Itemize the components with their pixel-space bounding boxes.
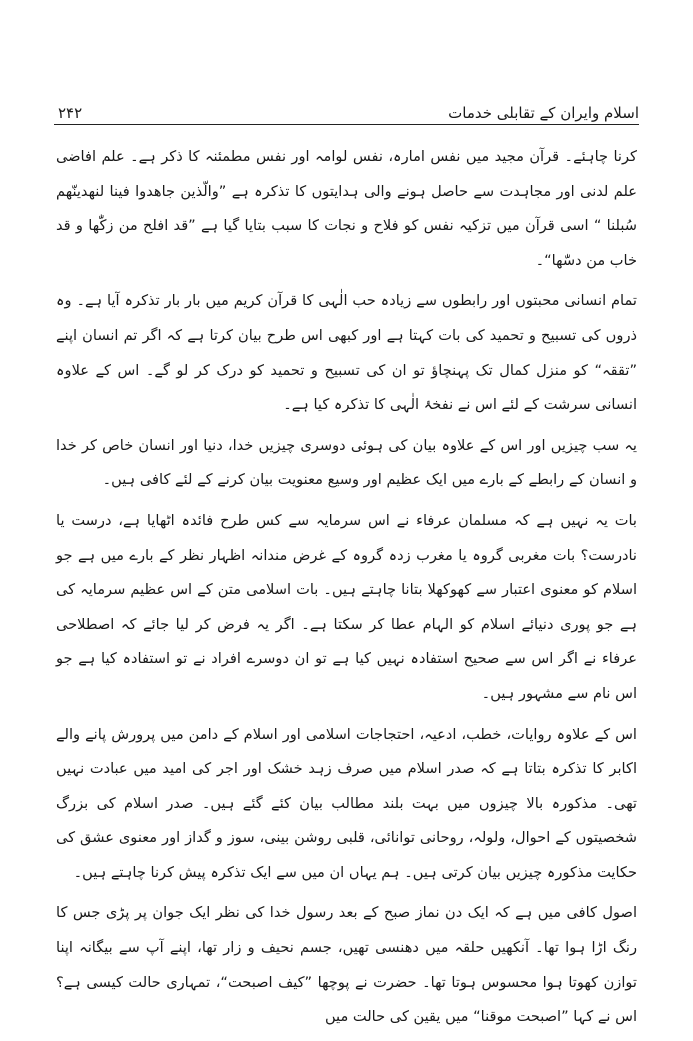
- paragraph: تمام انسانی محبتوں اور رابطوں سے زیادہ حب الٰہی کا قرآن کریم میں بار بار تذکرہ آیا ہے۔ وہ ذروں کی تسبیح و تحمید کی بات کہتا ہے اور کبھی اس طرح بیان کرتا ہے کہ اگر تم انسان اپنے ”تققہ“ کو منزل کمال تک پہنچاؤ تو ان کی تسبیح و تحمید کو درک کر لو گے۔ اس کے علاوہ انسانی سرشت کے لئے اس نے نفخۂ الٰہی کا تذکرہ کیا ہے۔: [56, 292, 637, 414]
- page-header: [54, 88, 639, 122]
- running-title: اسلام وایران کے تقابلی خدمات: [448, 104, 639, 122]
- paragraph: اس کے علاوہ روایات، خطب، ادعیہ، احتجاجات اسلامی اور اسلام کے دامن میں پرورش پانے والے اکابر کا تذکرہ بتاتا ہے کہ صدر اسلام میں صرف زہد خشک اور اجر کی امید میں عبادت نہیں تھی۔ مذکورہ بالا چیزوں میں بہت بلند مطالب بیان کئے گئے ہیں۔ صدر اسلام کی بزرگ شخصیتوں کے احوال، ولولہ، روحانی توانائی، قلبی روشن بینی، سوز و گداز اور معنوی عشق کی حکایت مذکورہ چیزیں بیان کرتی ہیں۔ ہم یہاں ان میں سے ایک تذکرہ پیش کرنا چاہتے ہیں۔: [56, 725, 637, 881]
- paragraph: بات یہ نہیں ہے کہ مسلمان عرفاء نے اس سرمایہ سے کس طرح فائدہ اٹھایا ہے، درست یا نادرست؟ بات مغربی گروہ یا مغرب زدہ گروہ کے غرض مندانہ اظہار نظر کے بارے میں ہے جو اسلام کو معنوی اعتبار سے کھوکھلا بتانا چاہتے ہیں۔ بات اسلامی متن کے اس عظیم سرمایہ کی ہے جو پوری دنیائے اسلام کو الہام عطا کر سکتا ہے۔ اگر یہ فرض کر لیا جائے کہ اصطلاحی عرفاء نے اگر اس سے صحیح استفادہ نہیں کیا ہے تو ان دوسرے افراد نے تو استفادہ کیا ہے جو اس نام سے مشہور ہیں۔: [56, 511, 637, 702]
- paragraph: اصول کافی میں ہے کہ ایک دن نماز صبح کے بعد رسول خدا کی نظر ایک جوان پر پڑی جس کا رنگ اڑا ہوا تھا۔ آنکھیں حلقہ میں دھنسی تھیں، جسم نحیف و زار تھا، اپنے آپ سے بیگانہ اپنا توازن کھوتا ہوا محسوس ہوتا تھا۔ حضرت نے پوچھا ”کیف اصبحت“، تمہاری حالت کیسی ہے؟ اس نے کہا ”اصبحت موقنا“ میں یقین کی حالت میں: [56, 904, 637, 1026]
- header-rule: [54, 124, 639, 125]
- page-number: ۲۴۲: [58, 104, 83, 122]
- paragraph: یہ سب چیزیں اور اس کے علاوہ بیان کی ہوئی دوسری چیزیں خدا، دنیا اور انسان خاص کر خدا و انسان کے رابطے کے بارے میں ایک عظیم اور وسیع معنویت بیان کرنے کے لئے کافی ہیں۔: [56, 436, 637, 489]
- page-body: [56, 140, 637, 1041]
- paragraph: کرنا چاہئے۔ قرآن مجید میں نفس امارہ، نفس لوامہ اور نفس مطمئنہ کا ذکر ہے۔ علم افاضی علم لدنی اور مجاہدت سے حاصل ہونے والی ہدایتوں کا تذکرہ ہے ”والّذین جاھدوا فینا لنھدینّھم سُبلنا “ اسی قرآن میں تزکیہ نفس کو فلاح و نجات کا سبب بتایا گیا ہے ”قد افلح من زکّٰھا و قد خاب من دسّٰھا“۔: [56, 148, 637, 269]
